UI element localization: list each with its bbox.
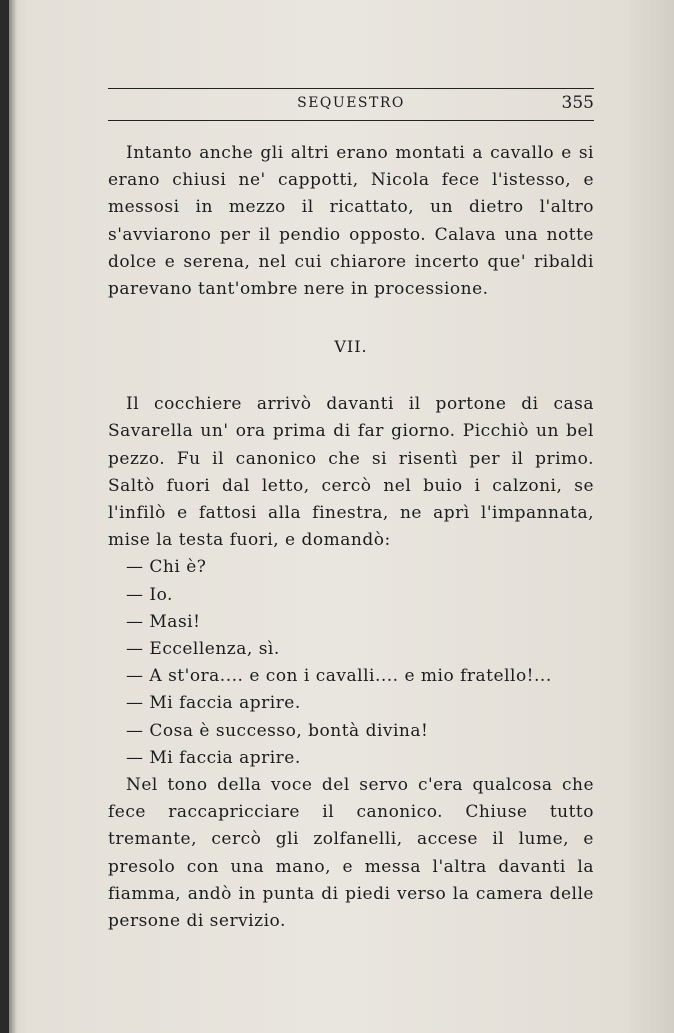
header-rule-top	[108, 88, 594, 89]
running-title: SEQUESTRO	[297, 95, 405, 111]
dialogue-line: — Mi faccia aprire.	[126, 693, 301, 714]
dialogue-line: — Masi!	[126, 611, 201, 632]
dialogue-line: — Cosa è successo, bontà divina!	[126, 720, 429, 741]
dialogue-line: — A st'ora.... e con i cavalli.... e mio fratello!...	[126, 666, 552, 687]
section-heading: VII.	[334, 337, 368, 357]
dialogue-line: — Io.	[126, 584, 173, 605]
binding-shadow	[9, 0, 17, 1033]
page-number: 355	[561, 93, 594, 113]
paragraph: Intanto anche gli altri erano montati a cavallo e si erano chiusi ne' cappotti, Nicola fece l'istesso, e messosi in mezzo il ricattato, un dietro l'altro s'avviarono per il pendio opposto. Calava una notte dolce e serena, nel cui chiarore incerto que' ribaldi parevano tant'ombre nere in processione.	[108, 143, 594, 300]
header-rule-bottom	[108, 120, 594, 121]
paragraph: Nel tono della voce del servo c'era qualcosa che fece raccapricciare il canonico. Chiuse tutto tremante, cercò gli zolfanelli, accese il lume, e presolo con una mano, e messa l'altra davanti la fiamma, andò in punta di piedi verso la camera delle persone di servizio.	[108, 775, 594, 932]
dialogue-line: — Mi faccia aprire.	[126, 747, 301, 768]
dialogue-line: — Eccellenza, sì.	[126, 639, 280, 660]
body-text	[108, 140, 594, 935]
dialogue-line: — Chi è?	[126, 557, 207, 578]
paragraph: Il cocchiere arrivò davanti il portone di casa Savarella un' ora prima di far giorno. Picchiò un bel pezzo. Fu il canonico che si risentì per il primo. Saltò fuori dal letto, cercò nel buio i calzoni, se l'infilò e fattosi alla finestra, ne aprì l'impannata, mise la testa fuori, e domandò:	[108, 394, 594, 551]
page-binding-edge	[0, 0, 9, 1033]
running-head	[108, 93, 594, 117]
